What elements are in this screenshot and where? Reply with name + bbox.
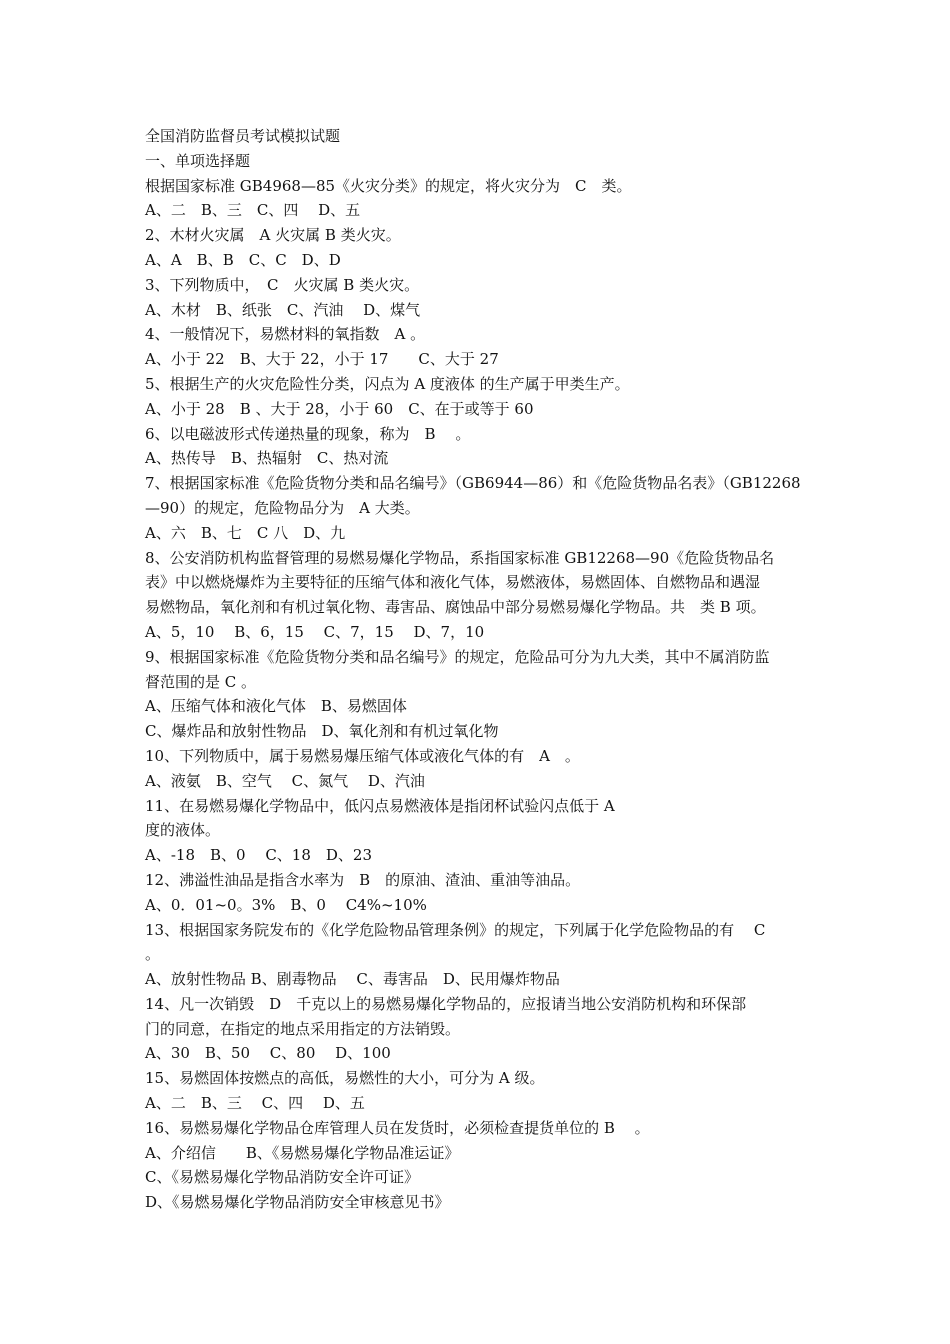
- text-line: —90）的规定，危险物品分为 A 大类。: [145, 498, 420, 517]
- text-line: 易燃物品，氧化剂和有机过氧化物、毒害品、腐蚀品中部分易燃易爆化学物品。共 类 B 项。: [145, 598, 766, 617]
- text-line: 10、下列物质中，属于易燃易爆压缩气体或液化气体的有 A 。: [145, 746, 580, 765]
- text-line: A、30 B、50 C、80 D、100: [145, 1044, 391, 1063]
- text-line: 13、根据国家务院发布的《化学危险物品管理条例》的规定，下列属于化学危险物品的有 C: [145, 920, 766, 939]
- text-line: A、0．01~0。3% B、0 C4%~10%: [145, 895, 427, 914]
- text-line: 11、在易燃易爆化学物品中，低闪点易燃液体是指闭杯试验闪点低于 A: [145, 796, 615, 815]
- text-line: 督范围的是 C 。: [145, 672, 257, 691]
- text-line: C、爆炸品和放射性物品 D、氧化剂和有机过氧化物: [145, 722, 499, 741]
- text-line: A、小于 22 B、大于 22，小于 17 C、大于 27: [145, 350, 499, 369]
- text-line: A、二 B、三 C、四 D、五: [145, 201, 361, 220]
- text-line: A、-18 B、0 C、18 D、23: [145, 846, 373, 865]
- text-line: 度的液体。: [145, 821, 221, 840]
- text-line: D、《易燃易爆化学物品消防安全审核意见书》: [145, 1193, 450, 1212]
- text-line: 7、根据国家标准《危险货物分类和品名编号》（GB6944—86）和《危险货物品名表》（GB12268: [145, 474, 801, 493]
- text-line: A、放射性物品 B、剧毒物品 C、毒害品 D、民用爆炸物品: [145, 970, 560, 989]
- text-line: A、5，10 B、6，15 C、7，15 D、7，10: [145, 622, 485, 641]
- text-line: 8、公安消防机构监督管理的易燃易爆化学物品，系指国家标准 GB12268—90《危险货物品名: [145, 548, 775, 567]
- text-line: 门的同意，在指定的地点采用指定的方法销毁。: [145, 1019, 461, 1038]
- text-line: A、液氨 B、空气 C、氮气 D、汽油: [145, 771, 425, 790]
- text-line: A、木材 B、纸张 C、汽油 D、煤气: [145, 300, 421, 319]
- text-line: 2、木材火灾属 A 火灾属 B 类火灾。: [145, 226, 401, 245]
- text-line: 一、单项选择题: [145, 151, 251, 170]
- text-line: 16、易燃易爆化学物品仓库管理人员在发货时，必须检查提货单位的 B 。: [145, 1118, 650, 1137]
- text-line: 3、下列物质中， C 火灾属 B 类火灾。: [145, 275, 420, 294]
- text-line: 15、易燃固体按燃点的高低，易燃性的大小，可分为 A 级。: [145, 1069, 545, 1088]
- text-line: 14、凡一次销毁 D 千克以上的易燃易爆化学物品的，应报请当地公安消防机构和环保部: [145, 994, 747, 1013]
- text-line: 9、根据国家标准《危险货物分类和品名编号》的规定，危险品可分为九大类，其中不属消防监: [145, 647, 770, 666]
- text-line: A、热传导 B、热辐射 C、热对流: [145, 449, 389, 468]
- text-line: 全国消防监督员考试模拟试题: [145, 127, 341, 145]
- text-line: 12、沸溢性油品是指含水率为 B 的原油、渣油、重油等油品。: [145, 870, 581, 889]
- text-line: A、六 B、七 C 八 D、九: [145, 523, 346, 542]
- text-line: A、二 B、三 C、四 D、五: [145, 1094, 365, 1113]
- document-body: [145, 124, 825, 1215]
- text-line: A、压缩气体和液化气体 B、易燃固体: [145, 697, 407, 716]
- text-line: 。: [145, 945, 161, 964]
- text-line: A、介绍信 B、《易燃易爆化学物品准运证》: [145, 1143, 460, 1162]
- text-line: 6、以电磁波形式传递热量的现象，称为 B 。: [145, 424, 471, 443]
- text-line: 表》中以燃烧爆炸为主要特征的压缩气体和液化气体，易燃液体，易燃固体、自燃物品和遇湿: [145, 573, 761, 592]
- text-line: A、A B、B C、C D、D: [145, 250, 341, 269]
- text-line: C、《易燃易爆化学物品消防安全许可证》: [145, 1168, 419, 1187]
- text-line: 根据国家标准 GB4968—85《火灾分类》的规定，将火灾分为 C 类。: [145, 176, 632, 195]
- text-line: A、小于 28 B 、大于 28，小于 60 C、在于或等于 60: [145, 399, 534, 418]
- text-line: 4、一般情况下，易燃材料的氧指数 A 。: [145, 325, 426, 344]
- text-line: 5、根据生产的火灾危险性分类，闪点为 A 度液体 的生产属于甲类生产。: [145, 374, 630, 393]
